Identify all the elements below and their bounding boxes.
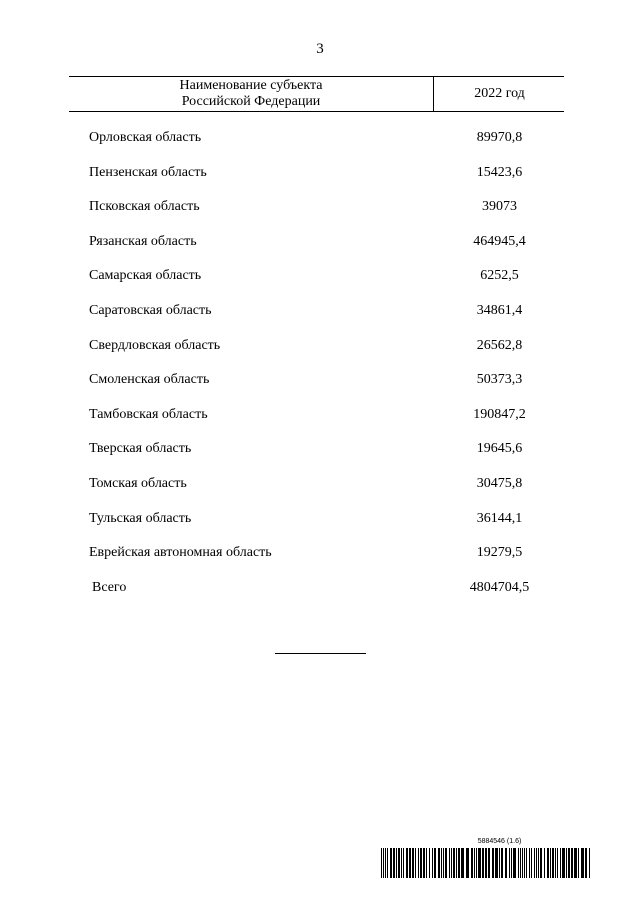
row-value: 34861,4: [476, 302, 523, 318]
row-name: Рязанская область: [89, 233, 197, 249]
row-value: 36144,1: [476, 510, 523, 526]
row-name: Тульская область: [89, 510, 192, 526]
table-row: [0, 502, 640, 537]
row-value: 19279,5: [476, 545, 523, 561]
row-name: Томская область: [89, 475, 187, 491]
footer-separator: [275, 653, 366, 654]
row-value: 39073: [482, 199, 517, 215]
row-value: 19645,6: [476, 441, 523, 457]
table-header: [69, 76, 564, 112]
header-year-column: 2022 год: [474, 86, 525, 101]
row-value: 89970,8: [476, 130, 523, 145]
barcode-image: [381, 848, 590, 878]
row-name: Свердловская область: [89, 337, 221, 353]
row-name: Тамбовская область: [89, 406, 208, 422]
total-row: [0, 571, 640, 606]
table-row: [0, 467, 640, 502]
total-label: Всего: [92, 579, 127, 595]
table-row: [0, 432, 640, 467]
table-row: [0, 121, 640, 156]
row-value: 464945,4: [473, 233, 526, 249]
row-name: Еврейская автономная область: [89, 545, 272, 561]
table-row: [0, 329, 640, 364]
row-value: 190847,2: [473, 406, 526, 422]
row-value: 26562,8: [476, 337, 523, 353]
page-number: 3: [316, 41, 324, 57]
row-name: Саратовская область: [89, 302, 212, 318]
barcode-number: 5884546 (1.6): [477, 838, 522, 845]
row-name: Псковская область: [89, 199, 200, 215]
table-row: [0, 363, 640, 398]
row-name: Самарская область: [89, 268, 202, 284]
header-subject-line2: Российской Федерации: [181, 94, 321, 109]
row-value: 50373,3: [476, 372, 523, 388]
table-row: [0, 225, 640, 260]
barcode-block: [381, 838, 590, 878]
row-value: 15423,6: [476, 164, 523, 180]
total-value: 4804704,5: [469, 579, 530, 595]
row-value: 6252,5: [480, 268, 519, 284]
row-value: 30475,8: [476, 475, 523, 491]
table-body: [0, 121, 640, 605]
table-row: [0, 259, 640, 294]
row-name: Смоленская область: [89, 372, 210, 388]
table-row: [0, 294, 640, 329]
table-row: [0, 156, 640, 191]
row-name: Орловская область: [89, 130, 202, 145]
header-subject-column: [69, 77, 434, 111]
row-name: Пензенская область: [89, 164, 207, 180]
header-subject-line1: Наименование субъекта: [179, 78, 323, 93]
table-row: [0, 398, 640, 433]
row-name: Тверская область: [89, 441, 192, 457]
table-row: [0, 536, 640, 571]
table-row: [0, 190, 640, 225]
